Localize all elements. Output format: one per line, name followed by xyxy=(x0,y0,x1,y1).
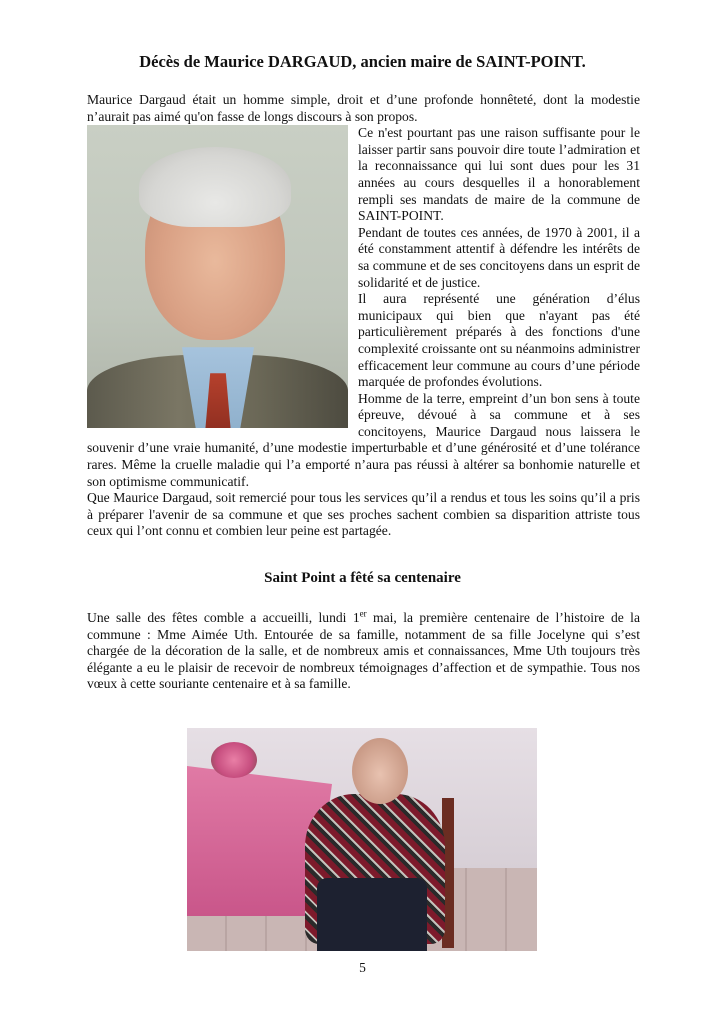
article-title-centenaire: Saint Point a fêté sa centenaire xyxy=(264,570,461,586)
article-body-centenaire xyxy=(87,610,640,693)
paragraph: Homme de la terre, empreint d’un bon sens à toute épreuve, dévoué à sa commune et à ses concitoyens, Maurice Dargaud nous laissera le souvenir d’une vraie humanité, d’une modestie imperturbable et d’une générosité et d’une tolérance rares. Même la cruelle maladie qui l’a emporté n’aura pas réussi à altérer sa bonhomie naturelle et son optimisme communicatif. xyxy=(87,390,640,489)
paragraph: Maurice Dargaud était un homme simple, droit et d’une profonde honnêteté, dont la modestie n’aurait pas aimé qu'on fasse de longs discours à son propos. xyxy=(87,92,640,124)
text-segment: mai, la première centenaire de l’histoire de la commune : Mme Aimée Uth. Entourée de sa famille, notamment de sa fille Jocelyne qui s’est chargée de la décoration de la salle, et de nombreux amis et connaissances, Mme Uth toujours très élégante a eu le plaisir de recevoir de nombreux témoignages d’affection et de sympathie. Tous nos vœux à cette souriante centenaire et à sa famille. xyxy=(87,610,640,692)
text-segment: Une salle des fêtes comble a accueilli, lundi 1 xyxy=(87,610,360,625)
portrait-photo-maurice-dargaud xyxy=(87,125,348,428)
paragraph: Ce n'est pourtant pas une raison suffisante pour le laisser partir sans pouvoir dire toute l’admiration et la reconnaissance qui lui sont dues pour les 31 années au cours desquelles il a honorablement rempli ses mandats de maire de la commune de SAINT-POINT. xyxy=(358,125,640,224)
paragraph: Pendant de toutes ces années, de 1970 à 2001, il a été constamment attentif à défendre les intérêts de sa commune et de ses concitoyens dans un esprit de solidarité et de justice. xyxy=(358,224,640,290)
superscript: er xyxy=(359,608,367,619)
article-title-deces: Décès de Maurice DARGAUD, ancien maire de SAINT-POINT. xyxy=(139,52,586,71)
article-body-deces xyxy=(87,92,640,540)
page-number: 5 xyxy=(359,960,366,975)
paragraph: Que Maurice Dargaud, soit remercié pour tous les services qu’il a rendus et tous les soins qu’il a pris à préparer l'avenir de sa commune et que ses proches sachent combien sa disparition attriste tous ceux qui l’ont connu et combien leur peine est partagée. xyxy=(87,490,640,539)
photo-centenaire-aimee-uth xyxy=(187,728,537,951)
paragraph: Il aura représenté une génération d’élus municipaux qui bien que n'ayant pas été particulièrement préparés à des fonctions d'une complexité croissante ont su néanmoins administrer efficacement leur commune au cours d’une période marquée de profondes évolutions. xyxy=(358,291,641,390)
